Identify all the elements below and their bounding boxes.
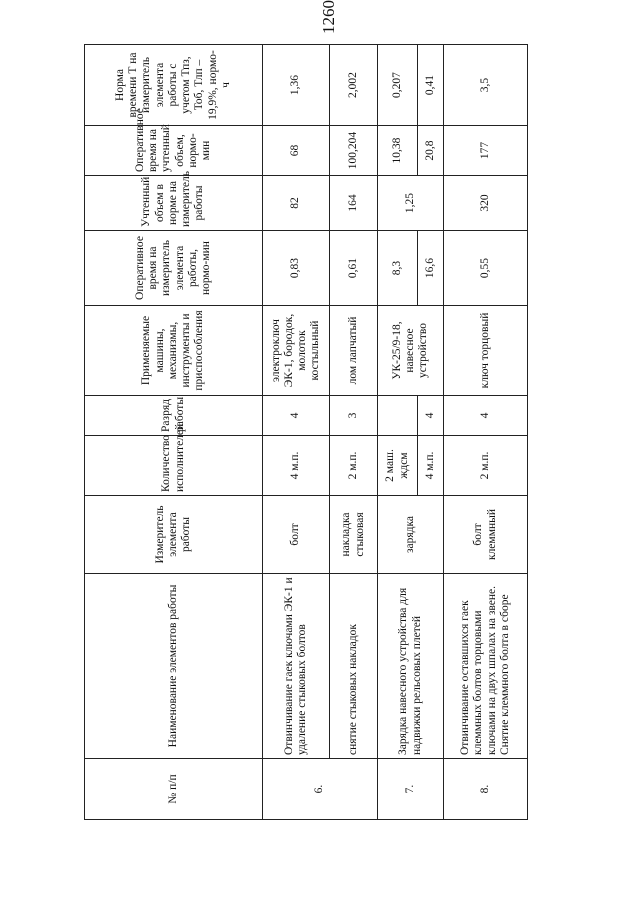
row-6-name-a: Отвинчивание гаек ключами ЭК-1 и удаление стыковых болтов [263,574,330,759]
row-6-norm-b: 2,002 [330,45,378,126]
header-tools: Применяемые машины, механизмы, инструменты и приспособления [85,306,263,396]
row-6-num: 6. [263,759,378,820]
row-6-vol-a: 82 [263,176,330,231]
row-7-name: Зарядка навесного устройства для надвижки рельсовых плетей [378,574,444,759]
row-7-op-b: 16,6 [418,231,444,306]
header-norm: Норма времени Т на измеритель элемента работы с учетом Тпз, Тоб, Тлп – 19,9%, нормо-ч [85,45,263,126]
row-7-total-a: 10,38 [378,126,418,176]
header-op-total: Оперативное время на учтенный объем, нормо-мин [85,126,263,176]
row-6-meter-a: болт [263,496,330,574]
table-row [330,45,378,820]
row-7-meter: зарядка [378,496,444,574]
row-6-total-a: 68 [263,126,330,176]
table-header-row [85,45,263,820]
row-6-op-a: 0,83 [263,231,330,306]
table-row [263,45,330,820]
row-8-vol: 320 [444,176,528,231]
row-6-name-b: снятие стыковых накладок [330,574,378,759]
row-6-grade-a: 4 [263,396,330,436]
row-7-norm-b: 0,41 [418,45,444,126]
row-8-grade: 4 [444,396,528,436]
row-6-grade-b: 3 [330,396,378,436]
header-volume: Учтенный объем в норме на измеритель работы [85,176,263,231]
row-8-meter: болт клеммный [444,496,528,574]
row-6-tools-a: электроключ ЭК-1, бородок, молоток костыльный [263,306,330,396]
row-7-grade-a [378,396,418,436]
row-6-workers-b: 2 м.п. [330,436,378,496]
header-num: № п/п [85,759,263,820]
header-workers: Количество исполнителей [85,436,263,496]
row-8-op: 0,55 [444,231,528,306]
row-7-grade-b: 4 [418,396,444,436]
row-8-name: Отвинчивание оставшихся гаек клеммных болтов торцовыми ключами на двух шпалах на звене. Снятие клеммного болта в сборе [444,574,528,759]
row-7-op-a: 8,3 [378,231,418,306]
row-6-tools-b: лом лапчатый [330,306,378,396]
work-norms-table [84,44,528,820]
table-row [444,45,528,820]
row-6-vol-b: 164 [330,176,378,231]
row-8-tools: ключ торцовый [444,306,528,396]
rotated-table-wrapper [84,50,527,820]
row-8-norm: 3,5 [444,45,528,126]
row-6-meter-b: накладка стыковая [330,496,378,574]
row-7-total-b: 20,8 [418,126,444,176]
row-7-tools: УК-25/9-18, навесное устройство [378,306,444,396]
header-op-time: Оперативное время на измеритель элемента работы, нормо-мин [85,231,263,306]
row-7-num: 7. [378,759,444,820]
row-8-workers: 2 м.п. [444,436,528,496]
row-6-op-b: 0,61 [330,231,378,306]
row-7-vol: 1,25 [378,176,444,231]
row-7-workers-b: 4 м.п. [418,436,444,496]
header-grade: Разряд работы [85,396,263,436]
header-meter: Измеритель элемента работы [85,496,263,574]
header-name: Наименование элементов работы [85,574,263,759]
row-6-workers-a: 4 м.п. [263,436,330,496]
row-6-total-b: 100,204 [330,126,378,176]
row-8-total: 177 [444,126,528,176]
row-8-num: 8. [444,759,528,820]
page-number: 1260 [319,0,338,34]
table-row [378,45,418,820]
row-7-norm-a: 0,207 [378,45,418,126]
row-6-norm-a: 1,36 [263,45,330,126]
row-7-workers-a: 2 маш. ждсм [378,436,418,496]
